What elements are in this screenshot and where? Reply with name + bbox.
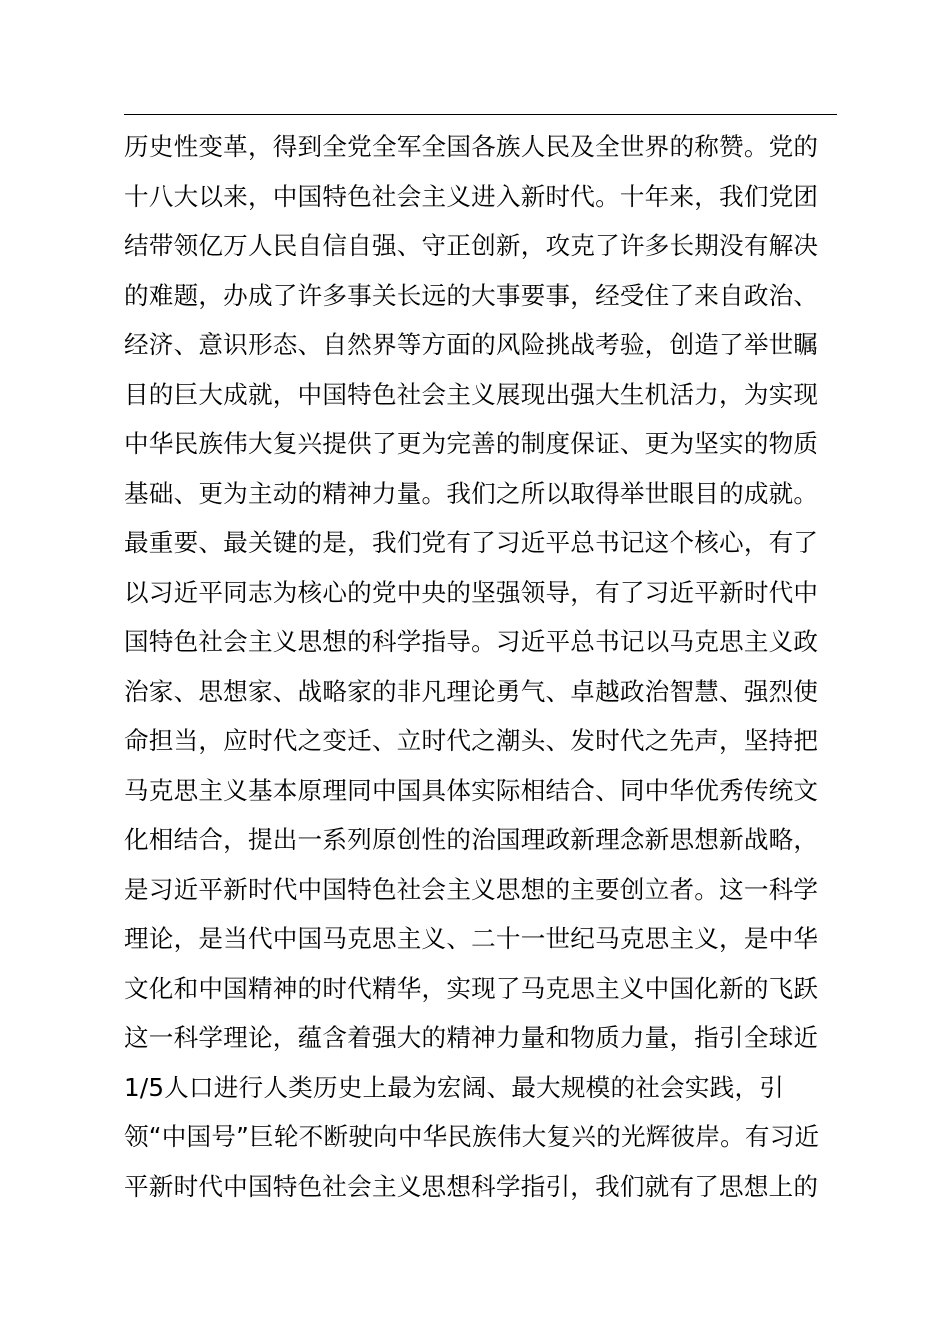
text-line: 化相结合，提出一系列原创性的治国理政新理念新思想新战略，: [124, 825, 819, 854]
text-line: 经济、意识形态、自然界等方面的风险挑战考验，创造了举世瞩: [124, 330, 819, 359]
text-line: 马克思主义基本原理同中国具体实际相结合、同中华优秀传统文: [124, 775, 819, 805]
text-line: 理论，是当代中国马克思主义、二十一世纪马克思主义，是中华: [124, 924, 819, 953]
header-rule: [124, 114, 837, 115]
text-line: 的难题，办成了许多事关长远的大事要事，经受住了来自政治、: [124, 280, 819, 310]
body-text: [124, 122, 840, 1211]
text-line: 命担当，应时代之变迁、立时代之潮头、发时代之先声，坚持把: [124, 726, 819, 755]
text-line: 最重要、最关键的是，我们党有了习近平总书记这个核心，有了: [124, 528, 819, 557]
text-line: 结带领亿万人民自信自强、守正创新，攻克了许多长期没有解决: [124, 231, 819, 260]
text-line: 国特色社会主义思想的科学指导。习近平总书记以马克思主义政: [124, 627, 819, 656]
text-line: 1/5人口进行人类历史上最为宏阔、最大规模的社会实践，引: [124, 1072, 785, 1102]
text-line: 中华民族伟大复兴提供了更为完善的制度保证、更为坚实的物质: [124, 429, 819, 458]
text-line: 十八大以来，中国特色社会主义进入新时代。十年来，我们党团: [124, 181, 819, 211]
text-line: 领“中国号”巨轮不断驶向中华民族伟大复兴的光辉彼岸。有习近: [124, 1122, 820, 1151]
text-line: 目的巨大成就，中国特色社会主义展现出强大生机活力，为实现: [124, 379, 819, 409]
text-line: 以习近平同志为核心的党中央的坚强领导，有了习近平新时代中: [124, 577, 819, 607]
text-line: 是习近平新时代中国特色社会主义思想的主要创立者。这一科学: [124, 874, 819, 904]
text-line: 文化和中国精神的时代精华，实现了马克思主义中国化新的飞跃: [124, 973, 819, 1003]
text-line: 基础、更为主动的精神力量。我们之所以取得举世眼目的成就。: [124, 478, 819, 508]
text-line: 这一科学理论，蕴含着强大的精神力量和物质力量，指引全球近: [124, 1023, 819, 1052]
text-line: 平新时代中国特色社会主义思想科学指引，我们就有了思想上的: [124, 1171, 819, 1201]
text-line: 历史性变革，得到全党全军全国各族人民及全世界的称赞。党的: [124, 132, 819, 161]
text-line: 治家、思想家、战略家的非凡理论勇气、卓越政治智慧、强烈使: [124, 676, 819, 706]
